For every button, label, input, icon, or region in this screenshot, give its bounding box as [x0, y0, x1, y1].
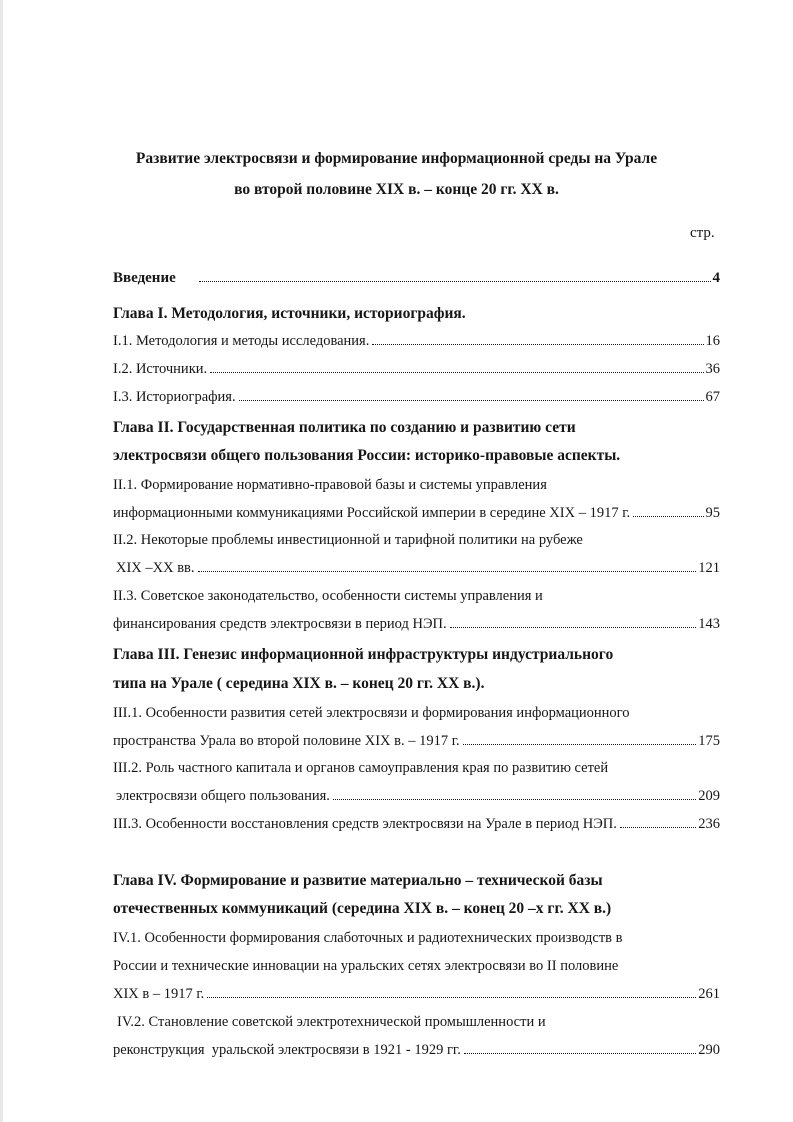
toc-entry-introduction [113, 270, 720, 287]
dot-leader [620, 826, 696, 828]
toc-entry-line: III.2. Роль частного капитала и органов самоуправления края по развитию сетей [113, 760, 609, 776]
dot-leader [333, 798, 696, 800]
toc-entry-label: I.3. Историография. [113, 389, 236, 405]
toc-entry [113, 616, 720, 633]
chapter-3-title-line-1: Глава III. Генезис информационной инфраструктуры индустриального [113, 646, 614, 663]
toc-entry-label: Введение [113, 270, 176, 286]
toc-entry [113, 986, 720, 1003]
toc-entry [113, 361, 720, 378]
chapter-2-title-line-2: электросвязи общего пользования России: историко-правовые аспекты. [113, 447, 621, 464]
dot-leader [464, 1052, 696, 1054]
toc-entry [116, 560, 720, 577]
chapter-4-title-line-2: отечественных коммуникаций (середина XIX в. – конец 20 –х гг. XX в.) [113, 900, 612, 917]
dot-leader [633, 515, 703, 517]
dot-leader [207, 996, 696, 998]
toc-entry-label: электросвязи общего пользования. [116, 788, 330, 804]
toc-entry-line: IV.1. Особенности формирования слаботочных и радиотехнических производств в [113, 930, 623, 946]
chapter-2-title-line-1: Глава II. Государственная политика по созданию и развитию сети [113, 419, 576, 436]
toc-entry-label: XIX –XX вв. [116, 560, 195, 576]
dot-leader [450, 626, 697, 628]
dot-leader [198, 570, 697, 572]
toc-entry-line: III.1. Особенности развития сетей электросвязи и формирования информационного [113, 705, 630, 721]
dot-leader [199, 280, 711, 282]
toc-entry-label: пространства Урала во второй половине XIX в. – 1917 г. [113, 733, 460, 749]
dot-leader [463, 743, 697, 745]
toc-entry-label: реконструкция уральской электросвязи в 1921 - 1929 гг. [113, 1042, 461, 1058]
toc-entry-line: России и технические инновации на уральских сетях электросвязи во II половине [113, 958, 619, 974]
toc-entry-label: информационными коммуникациями Российской империи в середине XIX – 1917 г. [113, 505, 631, 521]
toc-entry-label: III.3. Особенности восстановления средств электросвязи на Урале в период НЭП. [113, 816, 617, 832]
toc-entry-page: 175 [698, 733, 720, 749]
toc-entry-page: 4 [712, 270, 720, 286]
document-title-line-2: во второй половине XIX в. – конце 20 гг. XX в. [234, 181, 559, 198]
toc-entry [113, 733, 720, 750]
scan-edge [0, 0, 3, 1122]
toc-entry-page: 36 [705, 361, 720, 377]
toc-entry-page: 209 [698, 788, 720, 804]
toc-entry-label: I.1. Методология и методы исследования. [113, 333, 370, 349]
toc-entry-page: 16 [705, 333, 720, 349]
dot-leader [239, 399, 704, 401]
toc-entry [113, 505, 720, 522]
toc-entry-page: 236 [698, 816, 720, 832]
dot-leader [210, 371, 703, 373]
toc-entry [113, 333, 720, 350]
dot-leader [372, 343, 703, 345]
toc-entry-line: II.2. Некоторые проблемы инвестиционной и тарифной политики на рубеже [113, 532, 583, 548]
toc-entry [113, 389, 720, 406]
document-title-line-1: Развитие электросвязи и формирование информационной среды на Урале [135, 150, 658, 167]
toc-entry-line: II.3. Советское законодательство, особенности системы управления и [113, 588, 543, 604]
page-column-header: стр. [690, 225, 715, 241]
toc-entry-page: 67 [705, 389, 720, 405]
toc-entry-label: I.2. Источники. [113, 361, 208, 377]
toc-entry-page: 95 [705, 505, 720, 521]
toc-entry [116, 788, 720, 805]
chapter-3-title-line-2: типа на Урале ( середина XIX в. – конец 20 гг. XX в.). [113, 675, 485, 692]
toc-entry [113, 816, 720, 833]
toc-entry-page: 290 [698, 1042, 720, 1058]
chapter-4-title-line-1: Глава IV. Формирование и развитие материально – технической базы [113, 872, 603, 889]
toc-entry [113, 1042, 720, 1059]
toc-entry-label: финансирования средств электросвязи в период НЭП. [113, 616, 447, 632]
toc-entry-line: IV.2. Становление советской электротехнической промышленности и [117, 1014, 546, 1030]
toc-entry-page: 261 [698, 986, 720, 1002]
chapter-1-title: Глава I. Методология, источники, историография. [113, 305, 466, 322]
toc-entry-line: II.1. Формирование нормативно-правовой базы и системы управления [113, 477, 547, 493]
toc-entry-page: 121 [698, 560, 720, 576]
toc-entry-label: XIX в – 1917 г. [113, 986, 205, 1002]
toc-entry-page: 143 [698, 616, 720, 632]
